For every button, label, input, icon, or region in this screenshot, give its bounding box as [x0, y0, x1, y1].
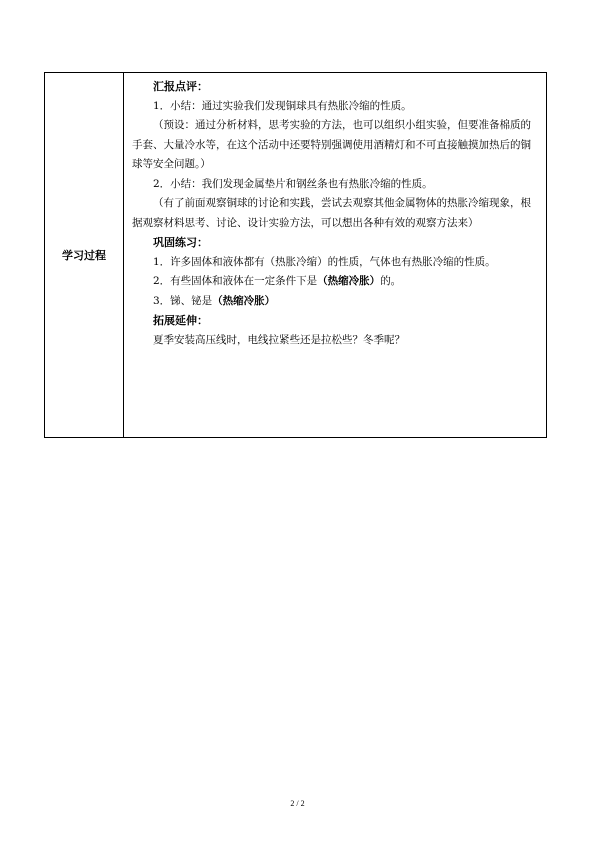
extension-question: 夏季安装高压线时，电线拉紧些还是拉松些？冬季呢？: [153, 333, 405, 346]
row-label: 学习过程: [62, 249, 106, 262]
page-number: 2 / 2: [290, 799, 305, 808]
report-note-2: （有了前面观察铜球的讨论和实践，尝试去观察其他金属物体的热胀冷缩现象，根据观察材料思考、讨论、设计实验方法，可以想出各种有效的观察方法来）: [132, 197, 531, 229]
report-item-1: 1．小结：通过实验我们发现铜球具有热胀冷缩的性质。: [153, 99, 412, 112]
extension-heading: 拓展延伸：: [153, 314, 208, 327]
table-row: [45, 73, 547, 438]
row-label-cell: [45, 73, 124, 438]
practice-item-2-suffix: 的。: [380, 275, 402, 287]
practice-item-3-answer: （热缩冷胀）: [212, 294, 276, 307]
practice-item-1: 1．许多固体和液体都有（热胀冷缩）的性质，气体也有热胀冷缩的性质。: [153, 255, 496, 268]
practice-item-3-prefix: 3．锑、铋是: [153, 294, 213, 307]
report-heading: 汇报点评：: [153, 80, 208, 93]
practice-item-3: [132, 292, 538, 312]
report-item-2: 2．小结：我们发现金属垫片和钢丝条也有热胀冷缩的性质。: [153, 177, 433, 190]
practice-item-2-answer: （热缩冷胀）: [317, 275, 381, 287]
practice-item-2-prefix: 2．有些固体和液体在一定条件下是: [153, 275, 318, 287]
practice-heading: 巩固练习：: [153, 236, 208, 249]
content-table: [44, 72, 547, 438]
practice-item-2: [132, 272, 538, 292]
content-cell: [124, 73, 547, 438]
report-note-1: （预设：通过分析材料，思考实验的方法，也可以组织小组实验，但要准备棉质的手套、大量冷水等，在这个活动中还要特别强调使用酒精灯和不可直接触摸加热后的铜球等安全问题。）: [132, 119, 531, 170]
